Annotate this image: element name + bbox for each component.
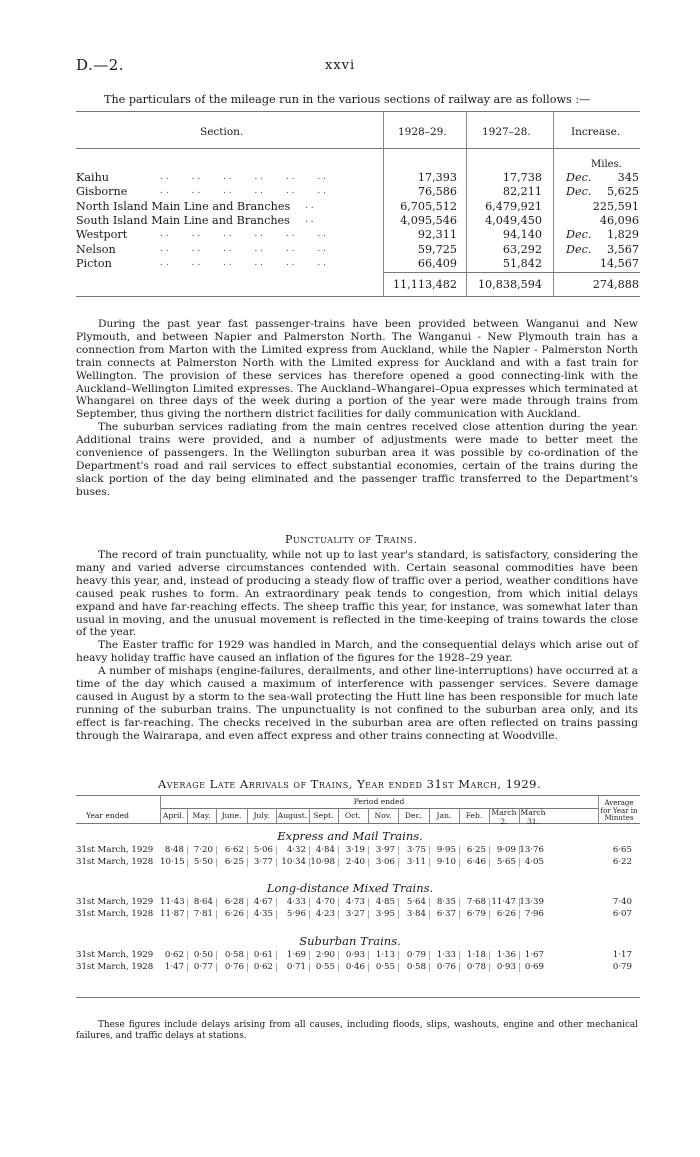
total-increase: 274,888 — [592, 278, 639, 291]
cell-divider — [187, 963, 188, 972]
cell-divider — [519, 963, 520, 972]
late-value: 1·69 — [286, 950, 306, 960]
month-header: June. — [221, 811, 242, 820]
cell-divider — [338, 858, 339, 867]
cell-divider — [309, 898, 310, 907]
paragraph: The suburban services radiating from the main centres received close attention during the year. Additional trains were provided, and a number of adjustments were made to better meet the convenience of passengers. In the Wellington suburban area it was possible by co-ordination of the Department's road and rail services to effect substantial economies, certain of the trains during the slack portion of the day being eliminated and the passenger traffic transferred to the Department's buses. — [76, 421, 638, 498]
row-label: 31st March, 1928 — [76, 961, 154, 972]
total-1928-29: 11,113,482 — [392, 278, 457, 291]
cell-divider — [276, 898, 277, 907]
cell-divider — [459, 963, 460, 972]
section-name: Westport — [76, 228, 128, 242]
late-value: 0·46 — [345, 961, 365, 972]
value-1928-29: 76,586 — [417, 185, 457, 199]
cell-divider — [309, 846, 310, 855]
leader-dots: . . — [305, 200, 314, 211]
late-value: 0·62 — [164, 950, 184, 960]
month-header: Feb. — [465, 811, 483, 820]
value-increase: 14,567 — [599, 256, 639, 270]
cell-divider — [247, 910, 248, 919]
paragraph: During the past year fast passenger-trains have been provided between Wanganui and New Plymouth, and between Napier and Palmerston North. The Wanganui - New Plymouth train has a connection from Marton with the Limited express from Auckland, while the Napier - Palmerston North train connects at Palmerston North with the Limited express for Auckland and with a fast train for Wellington. The provision of these services has therefore opened a good connecting-link with the Auckland–Wellington Limited expresses. The Auckland–Whangarei–Opua expresses which terminated at Whangarei on three days of the week during a portion of the year were made through trains from September, thus giving the northern district facilities for daily communication with Auckland. — [76, 318, 638, 421]
late-value: 7·81 — [193, 908, 213, 919]
cell-divider — [338, 898, 339, 907]
value-increase: 5,625 — [606, 185, 639, 199]
column-divider — [368, 808, 369, 823]
cell-divider — [398, 910, 399, 919]
leader-dots: . . . . . . . . . . . . — [160, 172, 326, 182]
col-section: Section. — [200, 126, 244, 138]
cell-divider — [368, 858, 369, 867]
cell-divider — [368, 963, 369, 972]
late-value: 5·50 — [193, 856, 213, 867]
cell-divider — [489, 963, 490, 972]
cell-divider — [338, 846, 339, 855]
value-increase: 1,829 — [606, 228, 639, 242]
column-divider — [489, 808, 490, 823]
col-1928-29: 1928–29. — [398, 126, 447, 138]
late-value: 9·10 — [436, 856, 456, 867]
value-1927-28: 63,292 — [502, 242, 542, 256]
cell-divider — [459, 910, 460, 919]
late-value: 7·96 — [524, 908, 544, 919]
late-value: 5·96 — [286, 908, 306, 919]
cell-divider — [459, 951, 460, 960]
late-value: 13·76 — [519, 845, 544, 855]
late-value: 0·62 — [253, 961, 273, 972]
cell-divider — [247, 898, 248, 907]
paragraph-services — [76, 318, 638, 499]
late-value: 4·73 — [345, 897, 365, 907]
cell-divider — [187, 951, 188, 960]
late-value: 3·95 — [375, 908, 395, 919]
paragraph: A number of mishaps (engine-failures, derailments, and other line-interruptions) have occurred at a time of the day which caused a maximum of interference with passenger services. Severe damage caused in August by a storm to the sea-wall protecting the Hutt line has been responsible for much late running of the suburban trains. The unpunctuality is not confined to the suburban area only, and its effect is far-reaching. The checks received in the suburban area are often reflected on trains passing through the Wairarapa, and even affect express and other trains connecting at Woodville. — [76, 665, 638, 742]
cell-divider — [398, 846, 399, 855]
late-value: 2·90 — [315, 950, 335, 960]
col-increase: Increase. — [571, 126, 621, 138]
late-value: 6·79 — [466, 908, 486, 919]
late-value: 6·26 — [224, 908, 244, 919]
late-value: 0·55 — [375, 961, 395, 972]
late-value: 0·78 — [466, 961, 486, 972]
late-value: 4·23 — [315, 908, 335, 919]
month-header: May. — [192, 811, 211, 820]
cell-divider — [429, 898, 430, 907]
month-header: Sept. — [313, 811, 334, 820]
month-header: Oct. — [345, 811, 361, 820]
footnote-text: These figures include delays arising from all causes, including floods, slips, washouts, engine and other mechanical failures, and traffic delays at stations. — [76, 1020, 638, 1041]
late-value: 1·67 — [524, 950, 544, 960]
units-label: Miles. — [591, 159, 622, 170]
row-label: 31st March, 1928 — [76, 908, 154, 919]
column-divider — [309, 808, 310, 823]
paragraph-punctuality — [76, 549, 638, 743]
average-value: 7·40 — [612, 897, 632, 907]
late-value: 4·35 — [253, 908, 273, 919]
cell-divider — [368, 898, 369, 907]
decrease-marker: Dec. — [566, 171, 592, 184]
value-1928-29: 6,705,512 — [400, 199, 457, 213]
leader-dots: . . . . . . . . . . . . — [160, 243, 326, 254]
late-value: 0·93 — [496, 961, 516, 972]
column-divider — [519, 808, 520, 823]
value-1927-28: 94,140 — [502, 228, 542, 242]
decrease-marker: Dec. — [566, 185, 592, 199]
late-value: 9·95 — [436, 845, 456, 855]
cell-divider — [247, 951, 248, 960]
cell-divider — [216, 951, 217, 960]
cell-divider — [519, 858, 520, 867]
cell-divider — [398, 898, 399, 907]
column-divider — [276, 808, 277, 823]
col-year-ended: Year ended — [86, 811, 130, 820]
cell-divider — [459, 898, 460, 907]
cell-divider — [519, 951, 520, 960]
late-value: 3·19 — [345, 845, 365, 855]
late-value: 4·67 — [253, 897, 273, 907]
decrease-marker: Dec. — [566, 228, 592, 242]
cell-divider — [247, 858, 248, 867]
cell-divider — [429, 910, 430, 919]
late-value: 4·84 — [315, 845, 335, 855]
section-title: Long-distance Mixed Trains. — [266, 881, 434, 895]
value-increase: 345 — [617, 171, 639, 184]
late-value: 0·58 — [406, 961, 426, 972]
value-1928-29: 4,095,546 — [400, 213, 457, 227]
late-value: 0·71 — [286, 961, 306, 972]
late-value: 3·11 — [406, 856, 426, 867]
late-value: 0·58 — [224, 950, 244, 960]
value-1927-28: 4,049,450 — [485, 213, 542, 227]
late-value: 6·28 — [224, 897, 244, 907]
average-value: 0·79 — [612, 961, 632, 972]
value-1927-28: 17,738 — [502, 171, 542, 184]
paragraph: The Easter traffic for 1929 was handled in March, and the consequential delays which arise out of heavy holiday traffic have caused an inflation of the figures for the 1928–29 year. — [76, 639, 638, 665]
cell-divider — [459, 858, 460, 867]
cell-divider — [309, 963, 310, 972]
row-label: 31st March, 1929 — [76, 950, 154, 960]
value-increase: 3,567 — [606, 242, 639, 256]
column-divider — [187, 808, 188, 823]
cell-divider — [247, 846, 248, 855]
late-value: 0·69 — [524, 961, 544, 972]
page-number: xxvi — [325, 58, 356, 73]
average-value: 6·65 — [612, 845, 632, 855]
value-increase: 46,096 — [599, 213, 639, 227]
month-header: April. — [162, 811, 185, 820]
col-period-ended: Period ended — [353, 797, 405, 806]
late-value: 1·36 — [496, 950, 516, 960]
cell-divider — [276, 951, 277, 960]
late-value: 0·50 — [193, 950, 213, 960]
cell-divider — [276, 858, 277, 867]
month-header: August. — [277, 811, 308, 820]
late-value: 7·68 — [466, 897, 486, 907]
column-divider — [247, 808, 248, 823]
row-label: 31st March, 1929 — [76, 845, 154, 855]
section-name: Kaihu — [76, 171, 110, 184]
total-1927-28: 10,838,594 — [477, 278, 542, 291]
page-code: D.—2. — [76, 56, 125, 74]
late-value: 6·62 — [224, 845, 244, 855]
value-1927-28: 6,479,921 — [485, 199, 542, 213]
section-name: Nelson — [76, 242, 116, 256]
late-value: 6·46 — [466, 856, 486, 867]
late-value: 10·34 — [281, 856, 306, 867]
cell-divider — [216, 963, 217, 972]
average-value: 6·07 — [612, 908, 632, 919]
late-value: 2·40 — [345, 856, 365, 867]
late-value: 3·75 — [406, 845, 426, 855]
late-value: 9·09 — [496, 845, 516, 855]
cell-divider — [276, 963, 277, 972]
cell-divider — [489, 846, 490, 855]
col-1927-28: 1927–28. — [482, 126, 531, 138]
month-header: Nov. — [374, 811, 392, 820]
month-header: Dec. — [404, 811, 423, 820]
column-divider — [429, 808, 430, 823]
value-1928-29: 66,409 — [417, 256, 457, 270]
value-1927-28: 82,211 — [502, 185, 542, 199]
late-value: 8·64 — [193, 897, 213, 907]
cell-divider — [338, 910, 339, 919]
late-value: 6·37 — [436, 908, 456, 919]
month-header: March 2. — [491, 808, 517, 826]
column-divider — [216, 808, 217, 823]
cell-divider — [276, 910, 277, 919]
late-value: 6·25 — [466, 845, 486, 855]
late-value: 1·47 — [164, 961, 184, 972]
cell-divider — [216, 898, 217, 907]
paragraph: The record of train punctuality, while not up to last year's standard, is satisfactory, considering the many and varied adverse circumstances contended with. Certain seasonal commodities have been heavy this year, and, instead of producing a steady flow of traffic over a period, weather conditions have caused peak rushes to form. An extraordinary peak tends to congestion, from which initial delays expand and have far-reaching effects. The sheep traffic this year, for instance, was somewhat later than usual in moving, and the unusual movement is reflected in the time-keeping of trains towards the close of the year. — [76, 549, 638, 639]
late-value: 5·06 — [253, 845, 273, 855]
cell-divider — [368, 846, 369, 855]
late-value: 0·61 — [253, 950, 273, 960]
cell-divider — [187, 846, 188, 855]
leader-dots: . . . . . . . . . . . . — [160, 186, 326, 197]
month-header: March 31. — [520, 808, 546, 826]
late-value: 3·06 — [375, 856, 395, 867]
cell-divider — [368, 951, 369, 960]
late-value: 1·33 — [436, 950, 456, 960]
section-name: Picton — [76, 256, 112, 270]
leader-dots: . . — [305, 214, 314, 225]
late-value: 10·15 — [160, 856, 185, 867]
late-value: 11·43 — [160, 897, 185, 907]
late-value: 8·35 — [436, 897, 456, 907]
late-value: 3·27 — [345, 908, 365, 919]
leader-dots: . . . . . . . . . . . . — [160, 229, 326, 240]
cell-divider — [187, 858, 188, 867]
late-value: 4·70 — [315, 897, 335, 907]
value-increase: 225,591 — [592, 199, 639, 213]
column-divider — [459, 808, 460, 823]
cell-divider — [338, 963, 339, 972]
cell-divider — [216, 858, 217, 867]
late-value: 4·32 — [286, 845, 306, 855]
late-value: 5·64 — [406, 897, 426, 907]
section-heading: Punctuality of Trains. — [285, 533, 418, 546]
row-label: 31st March, 1929 — [76, 897, 154, 907]
cell-divider — [247, 963, 248, 972]
leader-dots: . . . . . . . . . . . . — [160, 257, 326, 268]
cell-divider — [187, 910, 188, 919]
late-value: 6·25 — [224, 856, 244, 867]
cell-divider — [519, 898, 520, 907]
decrease-marker: Dec. — [566, 242, 592, 256]
table-title: Average Late Arrivals of Trains, Year ended 31st March, 1929. — [158, 777, 542, 791]
cell-divider — [519, 910, 520, 919]
cell-divider — [489, 951, 490, 960]
cell-divider — [309, 858, 310, 867]
late-value: 3·97 — [375, 845, 395, 855]
late-value: 6·26 — [496, 908, 516, 919]
late-value: 4·05 — [524, 856, 544, 867]
late-value: 3·77 — [253, 856, 273, 867]
cell-divider — [489, 910, 490, 919]
value-1928-29: 59,725 — [417, 242, 457, 256]
late-value: 13·39 — [519, 897, 544, 907]
late-value: 0·79 — [406, 950, 426, 960]
late-value: 1·18 — [466, 950, 486, 960]
cell-divider — [489, 898, 490, 907]
cell-divider — [398, 963, 399, 972]
cell-divider — [398, 858, 399, 867]
cell-divider — [309, 951, 310, 960]
cell-divider — [429, 858, 430, 867]
cell-divider — [429, 963, 430, 972]
col-average: Average for Year in Minutes — [600, 799, 638, 822]
column-divider — [398, 808, 399, 823]
value-1927-28: 51,842 — [502, 256, 542, 270]
cell-divider — [459, 846, 460, 855]
section-title: Express and Mail Trains. — [277, 829, 423, 843]
cell-divider — [489, 858, 490, 867]
cell-divider — [309, 910, 310, 919]
column-divider — [338, 808, 339, 823]
late-value: 0·76 — [224, 961, 244, 972]
late-value: 0·93 — [345, 950, 365, 960]
cell-divider — [429, 951, 430, 960]
late-value: 1·13 — [375, 950, 395, 960]
value-1928-29: 92,311 — [417, 228, 457, 242]
section-title: Suburban Trains. — [299, 934, 401, 948]
late-value: 5·65 — [496, 856, 516, 867]
value-1928-29: 17,393 — [417, 171, 457, 184]
late-value: 3·84 — [406, 908, 426, 919]
late-value: 0·76 — [436, 961, 456, 972]
cell-divider — [338, 951, 339, 960]
cell-divider — [368, 910, 369, 919]
average-value: 1·17 — [612, 950, 632, 960]
late-value: 0·77 — [193, 961, 213, 972]
cell-divider — [216, 910, 217, 919]
late-value: 4·33 — [286, 897, 306, 907]
month-header: Jan. — [436, 811, 452, 820]
cell-divider — [429, 846, 430, 855]
section-name: Gisborne — [76, 185, 128, 199]
late-value: 8·48 — [164, 845, 184, 855]
late-value: 11·87 — [160, 908, 185, 919]
cell-divider — [187, 898, 188, 907]
section-name: North Island Main Line and Branches — [76, 199, 291, 213]
row-label: 31st March, 1928 — [76, 856, 154, 867]
late-value: 0·55 — [315, 961, 335, 972]
intro-text: The particulars of the mileage run in the various sections of railway are as follows :— — [104, 93, 591, 106]
late-value: 7·20 — [193, 845, 213, 855]
footnote — [76, 1020, 638, 1042]
month-header: July. — [253, 811, 270, 820]
cell-divider — [276, 846, 277, 855]
cell-divider — [216, 846, 217, 855]
average-value: 6·22 — [612, 856, 632, 867]
cell-divider — [519, 846, 520, 855]
cell-divider — [398, 951, 399, 960]
section-name: South Island Main Line and Branches — [76, 213, 290, 227]
late-value: 4·85 — [375, 897, 395, 907]
late-value: 11·47 — [491, 897, 516, 907]
late-value: 10·98 — [310, 856, 335, 867]
